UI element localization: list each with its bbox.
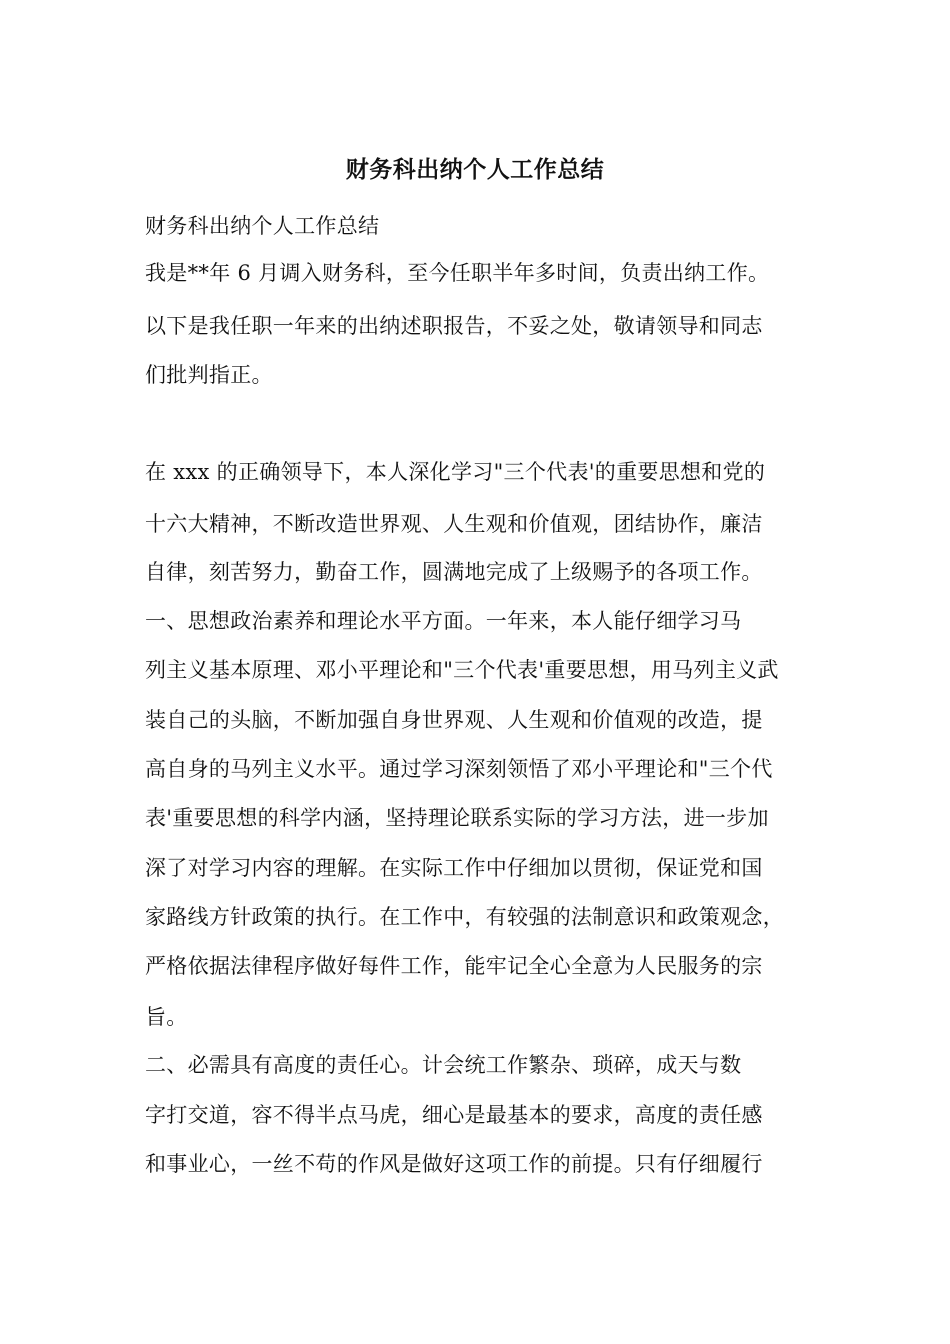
paragraph-line: 以下是我任职一年来的出纳述职报告，不妥之处，敬请领导和同志 [145, 314, 763, 338]
paragraph-line: 高自身的马列主义水平。通过学习深刻领悟了邓小平理论和"三个代 [145, 757, 773, 781]
subtitle-line: 财务科出纳个人工作总结 [145, 214, 380, 238]
paragraph-line: 们批判指正。 [145, 363, 273, 387]
paragraph-line: 列主义基本原理、邓小平理论和"三个代表'重要思想，用马列主义武 [145, 658, 779, 682]
paragraph-line: 一、思想政治素养和理论水平方面。一年来，本人能仔细学习马 [145, 609, 742, 633]
paragraph-line: 严格依据法律程序做好每件工作，能牢记全心全意为人民服务的宗 [145, 954, 763, 978]
paragraph-line: 深了对学习内容的理解。在实际工作中仔细加以贯彻，保证党和国 [145, 856, 763, 880]
paragraph-line: 在 xxx 的正确领导下，本人深化学习"三个代表'的重要思想和党的 [145, 460, 766, 484]
paragraph-line: 十六大精神，不断改造世界观、人生观和价值观，团结协作，廉洁 [145, 512, 763, 536]
paragraph-line: 二、必需具有高度的责任心。计会统工作繁杂、琐碎，成天与数 [145, 1053, 742, 1077]
paragraph-line: 我是**年 6 月调入财务科，至今任职半年多时间，负责出纳工作。 [145, 261, 770, 285]
paragraph-line: 表'重要思想的科学内涵，坚持理论联系实际的学习方法，进一步加 [145, 806, 769, 830]
paragraph-line: 旨。 [145, 1005, 188, 1029]
paragraph-line: 家路线方针政策的执行。在工作中，有较强的法制意识和政策观念， [145, 905, 784, 929]
paragraph-line: 装自己的头脑，不断加强自身世界观、人生观和价值观的改造，提 [145, 708, 763, 732]
paragraph-line: 自律，刻苦努力，勤奋工作，圆满地完成了上级赐予的各项工作。 [145, 560, 763, 584]
document-title: 财务科出纳个人工作总结 [345, 156, 605, 183]
paragraph-line: 字打交道，容不得半点马虎，细心是最基本的要求，高度的责任感 [145, 1103, 763, 1127]
paragraph-line: 和事业心，一丝不苟的作风是做好这项工作的前提。只有仔细履行 [145, 1152, 763, 1176]
